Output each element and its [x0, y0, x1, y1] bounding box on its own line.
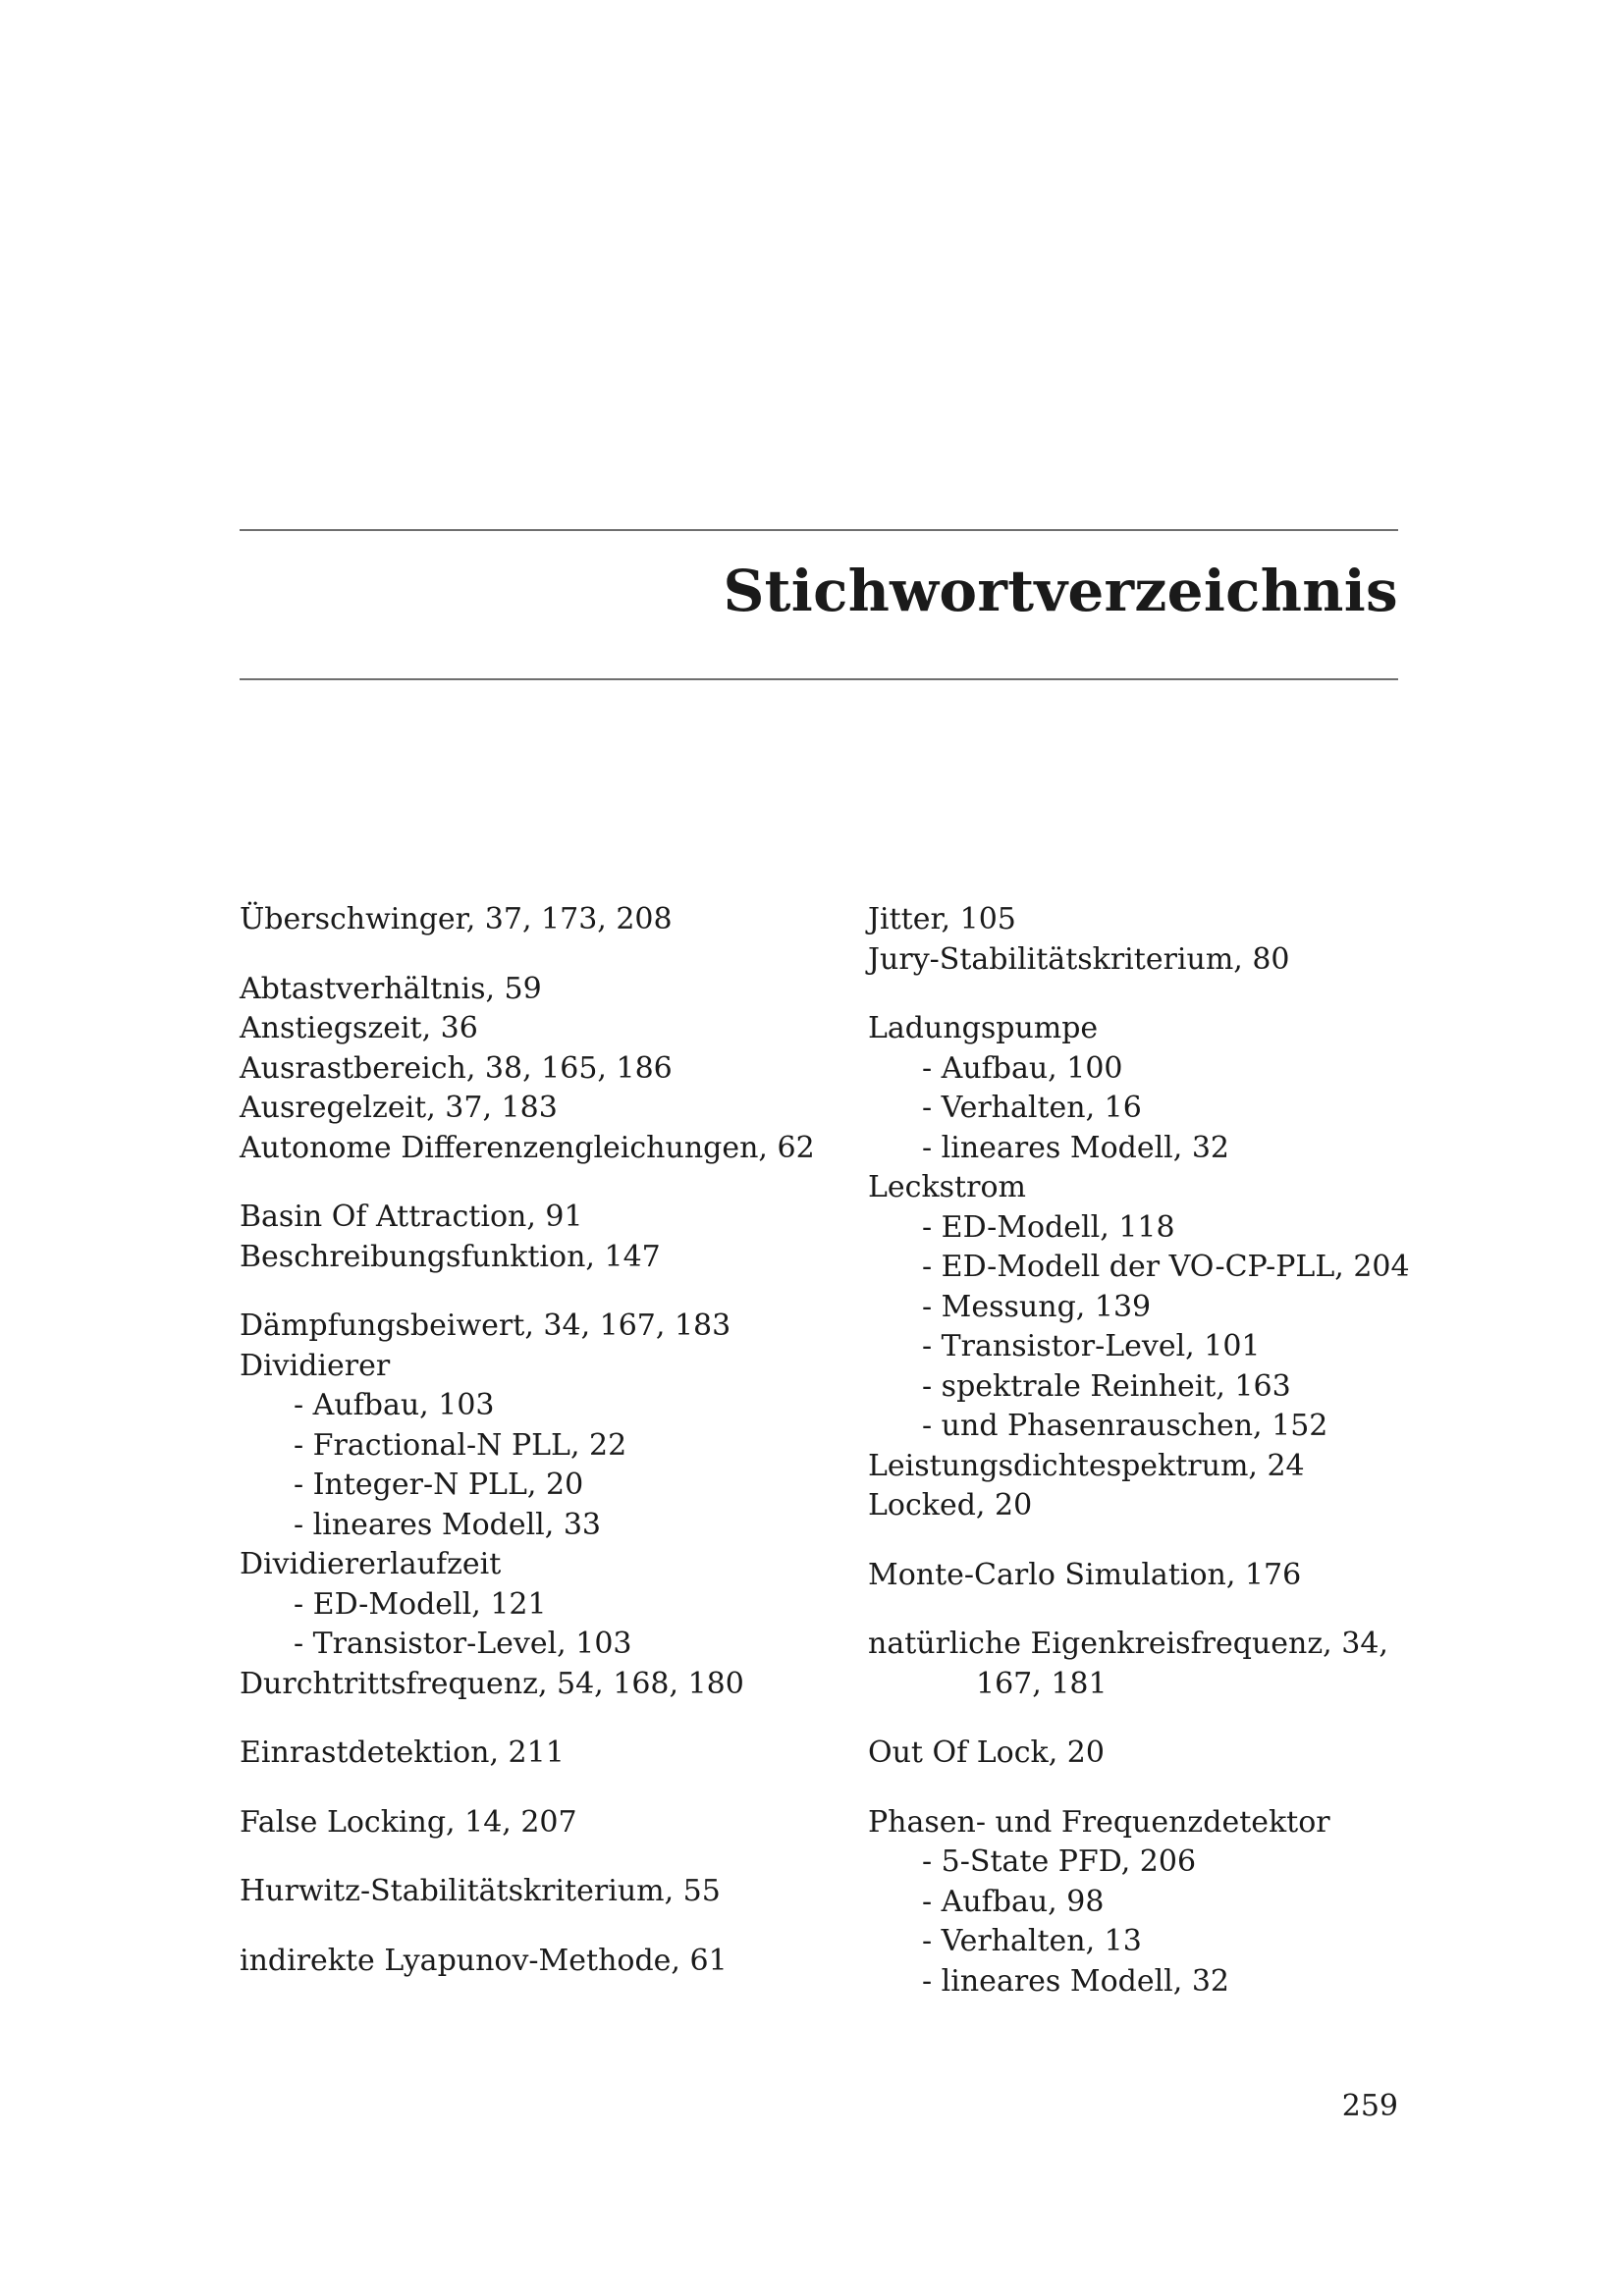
index-group [240, 1803, 789, 1843]
index-subentry: - spektrale Reinheit, 163 [922, 1368, 1291, 1404]
index-entry: Überschwinger, 37, 173, 208 [240, 902, 673, 936]
index-entry: Jury-Stabilitätskriterium, 80 [868, 941, 1290, 977]
index-entry: indirekte Lyapunov-Methode, 61 [240, 1943, 728, 1978]
index-subentry: - ED-Modell der VO-CP-PLL, 204 [922, 1250, 1410, 1284]
index-group [868, 1625, 1418, 1704]
index-subentry: - ED-Modell, 118 [922, 1209, 1175, 1245]
index-entry: Phasen- und Frequenzdetektor [868, 1804, 1330, 1840]
index-subentry: - Verhalten, 13 [922, 1924, 1142, 1958]
index-entry: Beschreibungsfunktion, 147 [240, 1239, 661, 1274]
index-entry: Dämpfungsbeiwert, 34, 167, 183 [240, 1308, 731, 1343]
index-subentry: - lineares Modell, 32 [922, 1130, 1230, 1165]
index-subentry: - lineares Modell, 32 [922, 1963, 1230, 1999]
index-group [240, 970, 815, 1169]
index-subentry: - Aufbau, 98 [922, 1884, 1105, 1919]
index-subentry: - Integer-N PLL, 20 [294, 1468, 584, 1502]
index-group [240, 1872, 789, 1912]
index-entry: Ladungspumpe [868, 1011, 1099, 1045]
index-group [868, 1556, 1418, 1596]
index-entry: Abtastverhältnis, 59 [240, 971, 542, 1006]
index-group [240, 900, 789, 940]
index-entry: Ausrastbereich, 38, 165, 186 [240, 1050, 673, 1086]
index-entry: Autonome Differenzengleichungen, 62 [240, 1130, 815, 1165]
index-entry: Anstiegszeit, 36 [240, 1011, 478, 1045]
index-subentry: - Aufbau, 100 [922, 1050, 1123, 1086]
index-subentry: - und Phasenrauschen, 152 [922, 1409, 1328, 1443]
index-subentry: - ED-Modell, 121 [294, 1586, 547, 1622]
index-entry: natürliche Eigenkreisfrequenz, 34, 167, 181 [868, 1627, 1388, 1701]
index-entry: Dividiererlaufzeit [240, 1547, 502, 1581]
title-rule-top [240, 529, 1398, 531]
index-group [240, 1307, 789, 1704]
index-entry: Einrastdetektion, 211 [240, 1735, 565, 1770]
index-entry: Durchtrittsfrequenz, 54, 168, 180 [240, 1666, 744, 1701]
index-group [240, 1734, 789, 1774]
index-subentry: - Fractional-N PLL, 22 [294, 1427, 627, 1463]
index-subentry: - 5-State PFD, 206 [922, 1844, 1197, 1879]
index-entry: Leckstrom [868, 1170, 1026, 1204]
index-column-right [868, 900, 1418, 2031]
index-subentry: - Messung, 139 [922, 1289, 1152, 1324]
index-subentry: - Transistor-Level, 103 [294, 1627, 632, 1661]
index-group [868, 1803, 1418, 2002]
index-group [240, 1198, 789, 1277]
index-subentry: - Verhalten, 16 [922, 1091, 1142, 1125]
index-entry: Hurwitz-Stabilitätskriterium, 55 [240, 1874, 721, 1908]
index-entry: Out Of Lock, 20 [868, 1735, 1105, 1770]
index-entry: Leistungsdichtespektrum, 24 [868, 1448, 1305, 1483]
index-subentry: - lineares Modell, 33 [294, 1507, 602, 1542]
page-number: 259 [1341, 2089, 1398, 2123]
index-entry: False Locking, 14, 207 [240, 1804, 577, 1840]
index-group [240, 1942, 789, 1982]
index-group [868, 1009, 1418, 1526]
title-rule-bottom [240, 678, 1398, 680]
page-title: Stichwortverzeichnis [723, 558, 1398, 624]
index-entry: Ausregelzeit, 37, 183 [240, 1091, 558, 1125]
index-entry: Jitter, 105 [868, 902, 1016, 936]
index-group [868, 900, 1418, 980]
index-subentry: - Transistor-Level, 101 [922, 1329, 1261, 1363]
index-entry: Locked, 20 [868, 1488, 1033, 1522]
index-entry: Monte-Carlo Simulation, 176 [868, 1557, 1302, 1592]
index-entry: Basin Of Attraction, 91 [240, 1200, 583, 1234]
index-group [868, 1734, 1418, 1774]
index-entry: Dividierer [240, 1348, 391, 1383]
index-column-left [240, 900, 815, 2010]
index-subentry: - Aufbau, 103 [294, 1388, 495, 1422]
